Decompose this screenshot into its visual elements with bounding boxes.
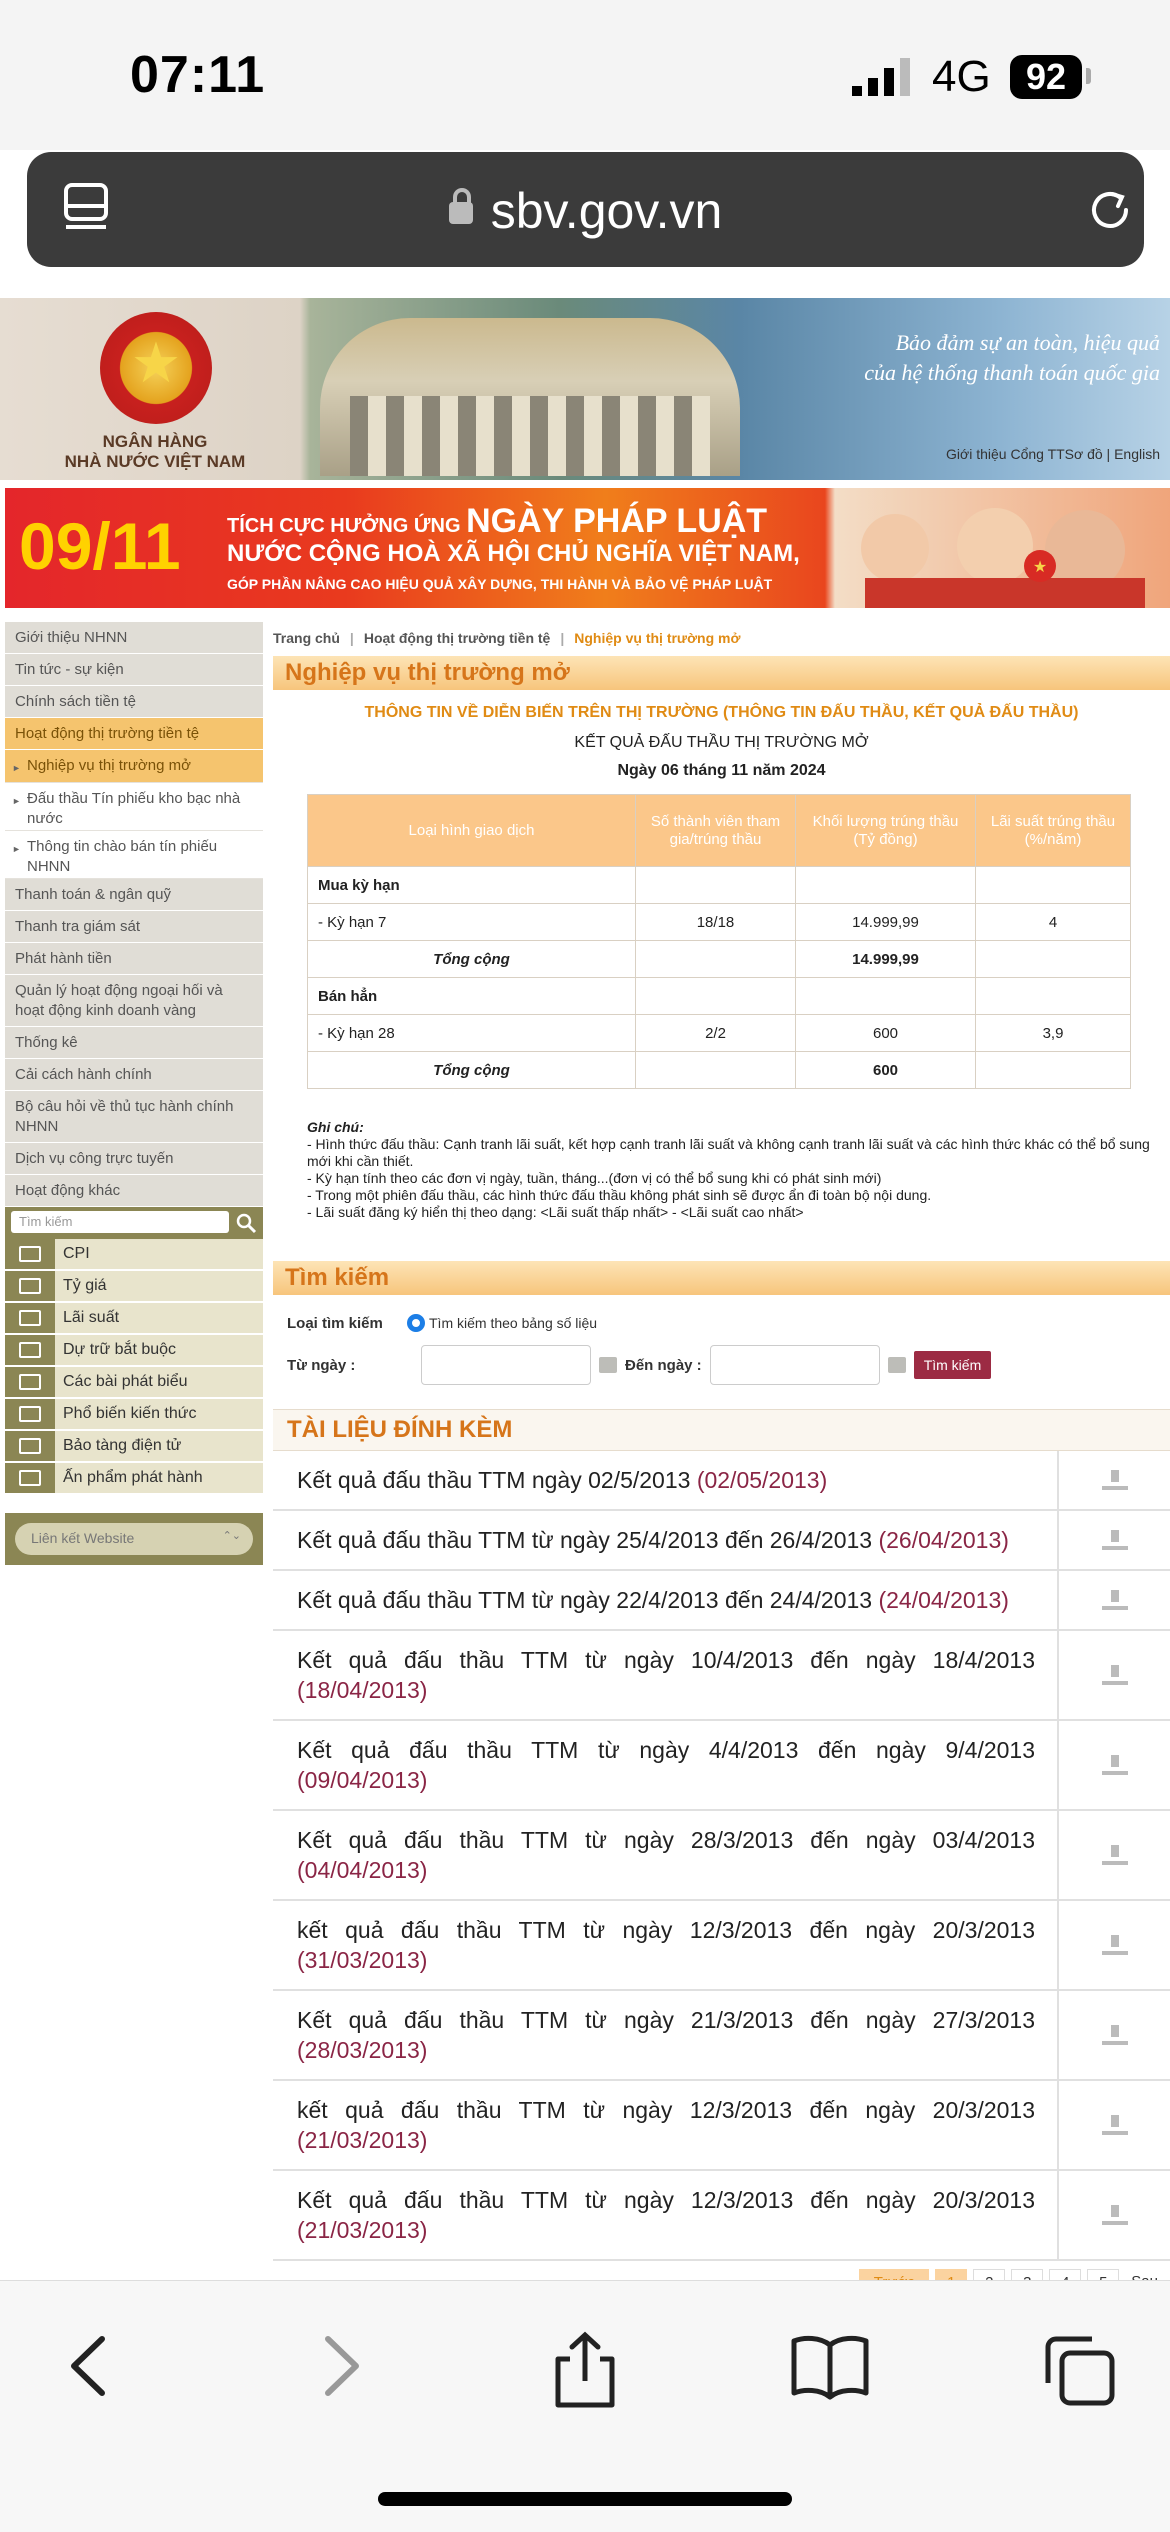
download-icon[interactable] bbox=[1059, 2171, 1170, 2259]
sidebar-item-chinh-sach[interactable]: Chính sách tiền tệ bbox=[5, 686, 263, 718]
attachment-title[interactable]: kết quả đấu thầu TTM từ ngày 12/3/2013 đến ngày 20/3/2013 bbox=[297, 2097, 1035, 2123]
banner-line-3: GÓP PHẦN NÂNG CAO HIỆU QUẢ XÂY DỰNG, THI HÀNH VÀ BẢO VỆ PHÁP LUẬT bbox=[227, 576, 773, 592]
sidebar-item-gioi-thieu[interactable]: Giới thiệu NHNN bbox=[5, 622, 263, 654]
main-content bbox=[273, 622, 1170, 2297]
download-icon[interactable] bbox=[1059, 2081, 1170, 2169]
attachment-title[interactable]: Kết quả đấu thầu TTM từ ngày 25/4/2013 đến 26/4/2013 bbox=[297, 1527, 873, 1553]
to-date-label: Đến ngày : bbox=[625, 1356, 702, 1374]
breadcrumb-parent[interactable]: Hoạt động thị trường tiền tệ bbox=[363, 630, 551, 646]
attachment-date: (24/04/2013) bbox=[878, 1587, 1009, 1613]
cell-term: - Kỳ hạn 28 bbox=[308, 1015, 636, 1052]
table-row bbox=[308, 1052, 1131, 1089]
address-bar[interactable] bbox=[27, 152, 1144, 267]
tool-ty-gia[interactable] bbox=[5, 1271, 263, 1303]
list-item[interactable] bbox=[273, 2171, 1170, 2261]
attachment-title[interactable]: Kết quả đấu thầu TTM ngày 02/5/2013 bbox=[297, 1467, 691, 1493]
col-header-rate: Lãi suất trúng thầu (%/năm) bbox=[976, 795, 1131, 867]
sidebar-search-input[interactable]: Tìm kiếm bbox=[11, 1211, 229, 1233]
banner-line1-highlight: NGÀY PHÁP LUẬT bbox=[466, 502, 768, 540]
cell-total-volume: 600 bbox=[796, 1052, 976, 1089]
group-label: Bán hẳn bbox=[308, 978, 636, 1015]
bank-name-line-1: NGÂN HÀNG bbox=[102, 432, 208, 451]
tool-label: Lãi suất bbox=[63, 1309, 120, 1326]
note-line: - Hình thức đấu thầu: Cạnh tranh lãi suất, kết hợp cạnh tranh lãi suất và không cạnh tranh lãi suất và các hình thức khác có thể bổ sung mới khi cần thiết. bbox=[307, 1136, 1150, 1169]
cell-total-volume: 14.999,99 bbox=[796, 941, 976, 978]
from-date-input[interactable] bbox=[421, 1345, 591, 1385]
banner-line1-prefix: TÍCH CỰC HƯỞNG ỨNG bbox=[227, 515, 461, 537]
attachment-date: (18/04/2013) bbox=[297, 1677, 428, 1703]
breadcrumb: Trang chủ | Hoạt động thị trường tiền tệ | Nghiệp vụ thị trường mở bbox=[273, 630, 741, 646]
tool-label: Dự trữ bắt buộc bbox=[63, 1341, 177, 1358]
battery-tip bbox=[1086, 68, 1091, 84]
col-header-volume: Khối lượng trúng thầu (Tỷ đồng) bbox=[796, 795, 976, 867]
cell-term: - Kỳ hạn 7 bbox=[308, 904, 636, 941]
download-icon[interactable] bbox=[1059, 1901, 1170, 1989]
download-icon[interactable] bbox=[1059, 1451, 1170, 1509]
table-row bbox=[308, 904, 1131, 941]
search-title: Tìm kiếm bbox=[273, 1261, 1170, 1295]
law-day-banner[interactable] bbox=[5, 488, 1170, 608]
banner-line-2: NƯỚC CỘNG HOÀ XÃ HỘI CHỦ NGHĨA VIỆT NAM, bbox=[227, 540, 800, 567]
web-page bbox=[0, 298, 1170, 2280]
search-icon[interactable] bbox=[235, 1212, 257, 1234]
note-line: - Trong một phiên đấu thầu, các hình thức đấu thầu không phát sinh sẽ được ẩn đi toàn bộ nội dung. bbox=[307, 1187, 932, 1203]
notice-date: Ngày 06 tháng 11 năm 2024 bbox=[617, 762, 826, 779]
sidebar-item-bo-cau-hoi[interactable]: Bộ câu hỏi về thủ tục hành chính NHNN bbox=[5, 1091, 263, 1143]
sidebar-item-thong-ke[interactable]: Thống kê bbox=[5, 1027, 263, 1059]
list-item[interactable] bbox=[273, 1991, 1170, 2081]
sidebar-subitem-dau-thau[interactable]: ► Đấu thầu Tín phiếu kho bạc nhà nước bbox=[5, 783, 263, 831]
download-icon[interactable] bbox=[1059, 1721, 1170, 1809]
breadcrumb-current[interactable]: Nghiệp vụ thị trường mở bbox=[574, 630, 741, 646]
sidebar bbox=[5, 622, 263, 1565]
sidebar-search bbox=[5, 1207, 263, 1239]
website-links-select[interactable]: Liên kết Website ⌃⌄ bbox=[15, 1523, 253, 1555]
share-icon[interactable] bbox=[550, 2331, 620, 2411]
bank-name-line-2: NHÀ NƯỚC VIỆT NAM bbox=[64, 452, 246, 471]
notes-heading: Ghi chú: bbox=[307, 1119, 364, 1135]
from-date-label: Từ ngày : bbox=[287, 1356, 356, 1374]
banner-illustration bbox=[835, 488, 1170, 608]
bar-chart-icon bbox=[5, 1303, 55, 1333]
tool-bao-tang[interactable] bbox=[5, 1431, 263, 1463]
to-date-input[interactable] bbox=[710, 1345, 880, 1385]
national-emblem-icon[interactable] bbox=[100, 312, 212, 424]
tool-label: Phổ biến kiến thức bbox=[63, 1405, 197, 1422]
attachment-date: (21/03/2013) bbox=[297, 2127, 428, 2153]
list-item[interactable] bbox=[273, 1451, 1170, 1511]
battery-icon: 92 bbox=[1010, 55, 1082, 99]
attachment-date: (28/03/2013) bbox=[297, 2037, 428, 2063]
sidebar-subitem-chao-ban[interactable]: ► Thông tin chào bán tín phiếu NHNN bbox=[5, 831, 263, 879]
tool-pho-bien[interactable] bbox=[5, 1399, 263, 1431]
header-links: Giới thiệu Cổng TTSơ đồ | English bbox=[946, 446, 1160, 462]
cell-volume: 14.999,99 bbox=[796, 904, 976, 941]
portal-intro-link[interactable]: Giới thiệu Cổng TT bbox=[946, 446, 1065, 462]
sidebar-item-dich-vu-cong[interactable]: Dịch vụ công trực tuyến bbox=[5, 1143, 263, 1175]
list-item[interactable] bbox=[273, 2081, 1170, 2171]
search-panel: Tìm kiếm Loại tìm kiếm Tìm kiếm theo bảng số liệu Từ ngày : Đến ngày : Tìm kiếm bbox=[273, 1261, 1170, 1387]
speech-icon bbox=[5, 1367, 55, 1397]
attachment-date: (31/03/2013) bbox=[297, 1947, 428, 1973]
sidebar-item-hoat-dong-khac[interactable]: Hoạt động khác bbox=[5, 1175, 263, 1207]
lock-icon bbox=[449, 202, 473, 224]
attachment-title[interactable]: Kết quả đấu thầu TTM từ ngày 12/3/2013 đến ngày 20/3/2013 bbox=[297, 2187, 1035, 2213]
home-indicator bbox=[378, 2492, 792, 2506]
search-type-option: Tìm kiếm theo bảng số liệu bbox=[429, 1315, 598, 1331]
tool-label: Ấn phẩm phát hành bbox=[63, 1469, 203, 1486]
list-item[interactable] bbox=[273, 1901, 1170, 1991]
table-row bbox=[308, 867, 1131, 904]
download-icon[interactable] bbox=[1059, 1571, 1170, 1629]
attachment-title[interactable]: Kết quả đấu thầu TTM từ ngày 10/4/2013 đến ngày 18/4/2013 bbox=[297, 1647, 1035, 1673]
download-icon[interactable] bbox=[1059, 1991, 1170, 2079]
cell-volume: 600 bbox=[796, 1015, 976, 1052]
sidebar-item-cai-cach[interactable]: Cải cách hành chính bbox=[5, 1059, 263, 1091]
attachment-title[interactable]: Kết quả đấu thầu TTM từ ngày 21/3/2013 đến ngày 27/3/2013 bbox=[297, 2007, 1035, 2033]
cell-total-label: Tổng cộng bbox=[308, 941, 636, 978]
sidebar-item-hoat-dong-tttt[interactable]: Hoạt động thị trường tiền tệ bbox=[5, 718, 263, 750]
cell-members: 18/18 bbox=[636, 904, 796, 941]
tool-label: Tỷ giá bbox=[63, 1277, 107, 1294]
col-header-members: Số thành viên tham gia/trúng thầu bbox=[636, 795, 796, 867]
reload-icon[interactable] bbox=[1082, 182, 1138, 238]
cell-total-label: Tổng cộng bbox=[308, 1052, 636, 1089]
clock: 07:11 bbox=[130, 46, 266, 104]
forward-icon[interactable] bbox=[310, 2331, 370, 2401]
sidebar-item-phat-hanh[interactable]: Phát hành tiền bbox=[5, 943, 263, 975]
notice-subtitle: KẾT QUẢ ĐẤU THẦU THỊ TRƯỜNG MỞ bbox=[574, 734, 869, 751]
tabs-icon[interactable] bbox=[1040, 2331, 1120, 2411]
download-icon[interactable] bbox=[1059, 1811, 1170, 1899]
svg-text:★: ★ bbox=[1032, 559, 1048, 576]
notes bbox=[307, 1119, 1170, 1221]
notice-title: THÔNG TIN VỀ DIỄN BIẾN TRÊN THỊ TRƯỜNG (THÔNG TIN ĐẤU THẦU, KẾT QUẢ ĐẤU THẦU) bbox=[364, 704, 1079, 721]
sidebar-item-ngoai-hoi[interactable]: Quản lý hoạt động ngoại hối và hoạt động kinh doanh vàng bbox=[5, 975, 263, 1027]
tool-label: Bảo tàng điện tử bbox=[63, 1437, 182, 1454]
table-row bbox=[308, 941, 1131, 978]
sidebar-item-tin-tuc[interactable]: Tin tức - sự kiện bbox=[5, 654, 263, 686]
tool-label: Các bài phát biểu bbox=[63, 1373, 188, 1390]
english-link[interactable]: English bbox=[1114, 446, 1160, 462]
sidebar-item-thanh-toan[interactable]: Thanh toán & ngân quỹ bbox=[5, 879, 263, 911]
museum-icon bbox=[5, 1431, 55, 1461]
attachments-title: TÀI LIỆU ĐÍNH KÈM bbox=[273, 1409, 1170, 1451]
bank-building-image bbox=[320, 318, 740, 476]
results-table bbox=[307, 794, 1131, 1089]
back-icon[interactable] bbox=[60, 2331, 120, 2401]
list-item[interactable] bbox=[273, 1631, 1170, 1721]
attachment-date: (09/04/2013) bbox=[297, 1767, 428, 1793]
attachment-date: (04/04/2013) bbox=[297, 1857, 428, 1883]
breadcrumb-home[interactable]: Trang chủ bbox=[273, 630, 340, 646]
tool-cpi[interactable] bbox=[5, 1239, 263, 1271]
tool-du-tru[interactable] bbox=[5, 1335, 263, 1367]
attachment-date: (02/05/2013) bbox=[696, 1467, 828, 1493]
notice bbox=[273, 690, 1170, 780]
sidebar-item-thanh-tra[interactable]: Thanh tra giám sát bbox=[5, 911, 263, 943]
tool-lai-suat[interactable] bbox=[5, 1303, 263, 1335]
attachment-date: (26/04/2013) bbox=[878, 1527, 1009, 1553]
slogan-line-1: Bảo đảm sự an toàn, hiệu quả bbox=[895, 330, 1160, 355]
tool-label: CPI bbox=[63, 1245, 90, 1262]
cell-rate: 3,9 bbox=[976, 1015, 1131, 1052]
attachment-title[interactable]: kết quả đấu thầu TTM từ ngày 12/3/2013 đến ngày 20/3/2013 bbox=[297, 1917, 1035, 1943]
page-title: Nghiệp vụ thị trường mở bbox=[273, 656, 1170, 690]
calendar-icon[interactable] bbox=[888, 1357, 906, 1373]
attachment-title[interactable]: Kết quả đấu thầu TTM từ ngày 22/4/2013 đến 24/4/2013 bbox=[297, 1587, 873, 1613]
attachment-title[interactable]: Kết quả đấu thầu TTM từ ngày 4/4/2013 đến ngày 9/4/2013 bbox=[297, 1737, 1035, 1763]
search-button[interactable]: Tìm kiếm bbox=[914, 1351, 992, 1379]
cell-rate: 4 bbox=[976, 904, 1131, 941]
group-label: Mua kỳ hạn bbox=[308, 867, 636, 904]
website-links bbox=[5, 1513, 263, 1565]
table-row bbox=[308, 1015, 1131, 1052]
cpi-icon bbox=[5, 1239, 55, 1269]
list-item[interactable] bbox=[273, 1511, 1170, 1571]
note-line: - Kỳ hạn tính theo các đơn vị ngày, tuần, tháng...(đơn vị có thể bổ sung khi có phát sinh mới) bbox=[307, 1170, 882, 1186]
list-item[interactable] bbox=[273, 1811, 1170, 1901]
site-header bbox=[0, 298, 1170, 480]
publication-icon bbox=[5, 1463, 55, 1493]
url-value: sbv.gov.vn bbox=[490, 183, 723, 239]
attachments bbox=[273, 1409, 1170, 2261]
list-item[interactable] bbox=[273, 1571, 1170, 1631]
exchange-rate-icon bbox=[5, 1271, 55, 1301]
sidebar-subitem-nghiep-vu[interactable]: ► Nghiệp vụ thị trường mở bbox=[5, 750, 263, 783]
attachment-title[interactable]: Kết quả đấu thầu TTM từ ngày 28/3/2013 đến ngày 03/4/2013 bbox=[297, 1827, 1035, 1853]
cell-members: 2/2 bbox=[636, 1015, 796, 1052]
knowledge-icon bbox=[5, 1399, 55, 1429]
status-bar bbox=[0, 0, 1170, 150]
note-line: - Lãi suất đăng ký hiển thị theo dạng: <Lãi suất thấp nhất> - <Lãi suất cao nhất> bbox=[307, 1204, 804, 1220]
tool-an-pham[interactable] bbox=[5, 1463, 263, 1495]
signal-icon bbox=[852, 58, 912, 98]
sitemap-link[interactable]: Sơ đồ bbox=[1064, 446, 1103, 462]
slogan-line-2: của hệ thống thanh toán quốc gia bbox=[864, 360, 1160, 385]
tool-bai-phat-bieu[interactable] bbox=[5, 1367, 263, 1399]
banner-date: 09/11 bbox=[19, 509, 181, 583]
list-item[interactable] bbox=[273, 1721, 1170, 1811]
col-header-type: Loại hình giao dịch bbox=[308, 795, 636, 867]
bookmarks-icon[interactable] bbox=[790, 2331, 870, 2401]
download-icon[interactable] bbox=[1059, 1631, 1170, 1719]
attachment-date: (21/03/2013) bbox=[297, 2217, 428, 2243]
download-icon[interactable] bbox=[1059, 1511, 1170, 1569]
search-type-radio[interactable] bbox=[407, 1314, 425, 1332]
url-text[interactable] bbox=[27, 182, 1144, 240]
network-type: 4G bbox=[932, 52, 991, 101]
coins-icon bbox=[5, 1335, 55, 1365]
calendar-icon[interactable] bbox=[599, 1357, 617, 1373]
table-row bbox=[308, 978, 1131, 1015]
banner-line-1 bbox=[227, 502, 767, 541]
header-slogan bbox=[864, 328, 1160, 388]
bank-name bbox=[40, 432, 270, 472]
